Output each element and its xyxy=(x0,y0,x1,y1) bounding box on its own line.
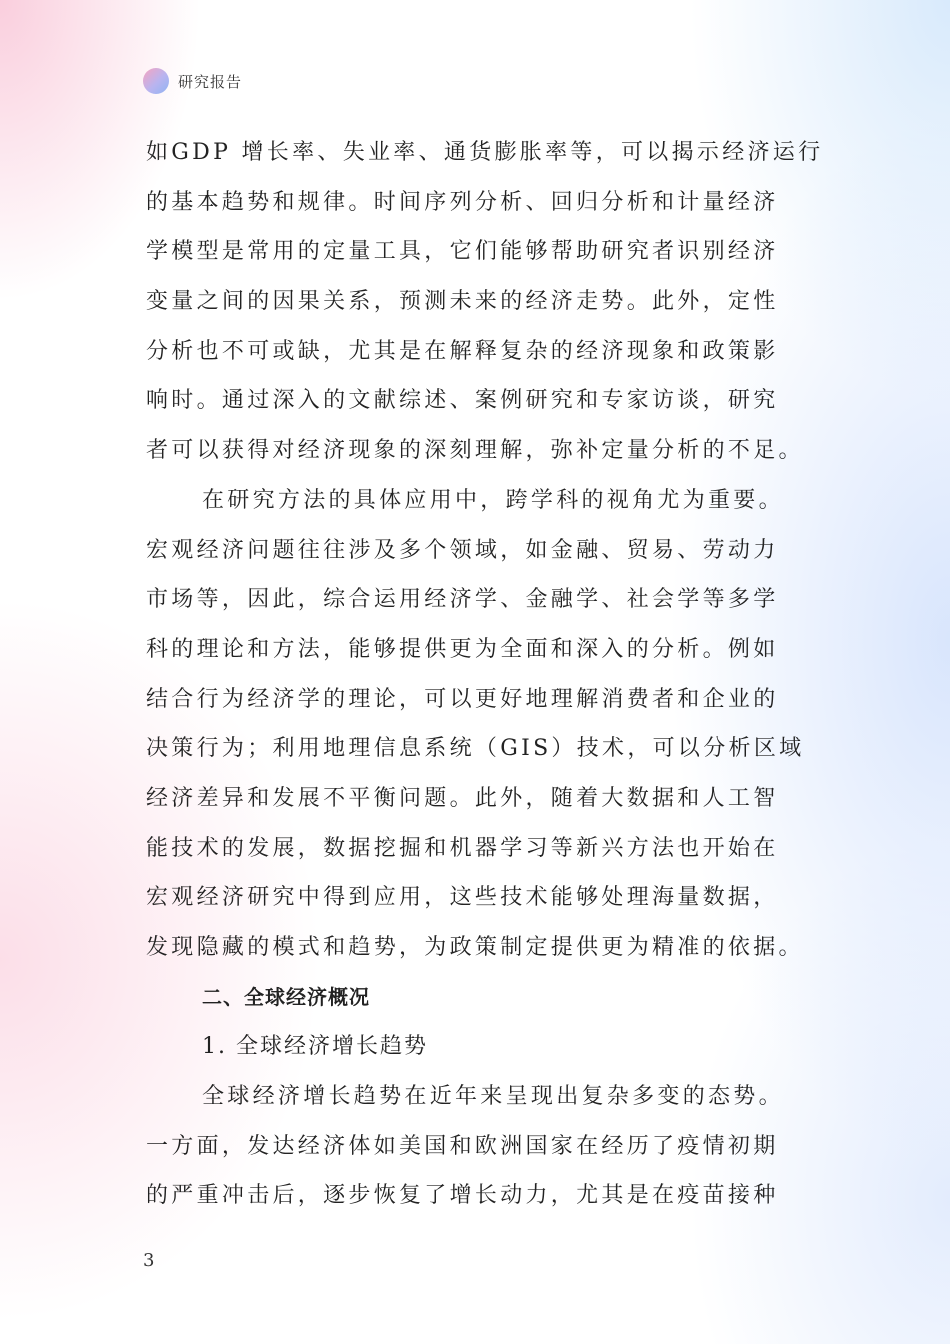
subsection-heading: 1. 全球经济增长趋势 xyxy=(202,1034,428,1060)
document-body xyxy=(146,128,824,1221)
text-line: 学模型是常用的定量工具，它们能够帮助研究者识别经济 xyxy=(146,239,779,265)
header-title: 研究报告 xyxy=(178,72,243,91)
text-line: 决策行为；利用地理信息系统（GIS）技术，可以分析区域 xyxy=(146,736,805,762)
text-line: 宏观经济研究中得到应用，这些技术能够处理海量数据， xyxy=(146,885,779,911)
text-line: 的严重冲击后，逐步恢复了增长动力，尤其是在疫苗接种 xyxy=(146,1183,779,1209)
text-line: 如GDP 增长率、失业率、通货膨胀率等，可以揭示经济运行 xyxy=(146,140,824,165)
text-line: 市场等，因此，综合运用经济学、金融学、社会学等多学 xyxy=(146,587,779,613)
text-line: 经济差异和发展不平衡问题。此外，随着大数据和人工智 xyxy=(146,785,779,811)
logo-circle-icon xyxy=(143,68,169,94)
page-number: 3 xyxy=(143,1250,155,1271)
text-line: 变量之间的因果关系，预测未来的经济走势。此外，定性 xyxy=(146,289,779,315)
section-heading: 二、全球经济概况 xyxy=(202,984,370,1009)
text-line: 结合行为经济学的理论，可以更好地理解消费者和企业的 xyxy=(146,686,779,712)
text-line: 一方面，发达经济体如美国和欧洲国家在经历了疫情初期 xyxy=(146,1133,779,1159)
page-header xyxy=(143,68,242,94)
text-line: 发现隐藏的模式和趋势，为政策制定提供更为精准的依据。 xyxy=(146,935,804,960)
text-line: 者可以获得对经济现象的深刻理解，弥补定量分析的不足。 xyxy=(146,438,804,464)
text-line: 响时。通过深入的文献综述、案例研究和专家访谈，研究 xyxy=(146,388,779,414)
paragraph-first-line: 全球经济增长趋势在近年来呈现出复杂多变的态势。 xyxy=(202,1084,784,1110)
text-line: 科的理论和方法，能够提供更为全面和深入的分析。例如 xyxy=(146,636,779,662)
paragraph-first-line: 在研究方法的具体应用中，跨学科的视角尤为重要。 xyxy=(202,487,784,513)
text-line: 宏观经济问题往往涉及多个领域，如金融、贸易、劳动力 xyxy=(146,537,779,563)
text-line: 能技术的发展，数据挖掘和机器学习等新兴方法也开始在 xyxy=(146,835,779,861)
text-line: 的基本趋势和规律。时间序列分析、回归分析和计量经济 xyxy=(146,189,779,215)
text-line: 分析也不可或缺，尤其是在解释复杂的经济现象和政策影 xyxy=(146,338,779,364)
